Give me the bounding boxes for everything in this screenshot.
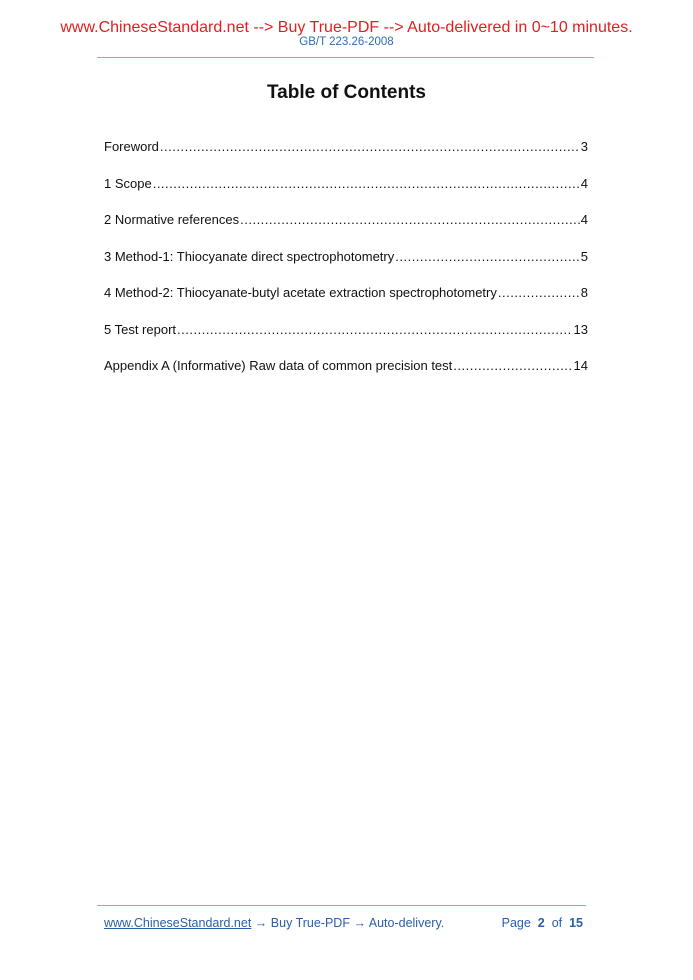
toc-entry-foreword[interactable] [104, 138, 588, 175]
total-pages-number: 15 [569, 916, 583, 930]
toc-entry-method-2[interactable] [104, 284, 588, 321]
toc-dot-leader [153, 175, 580, 193]
toc-entry-label: Appendix A (Informative) Raw data of common precision test [104, 358, 453, 373]
toc-entry-page: 14 [573, 358, 588, 373]
toc-entry-test-report[interactable] [104, 321, 588, 358]
header-divider [97, 57, 594, 58]
toc-dot-leader [395, 248, 580, 266]
page-indicator [502, 916, 583, 931]
toc-dot-leader [177, 321, 573, 339]
page-word: Page [501, 916, 531, 930]
toc-entry-label: 4 Method-2: Thiocyanate-butyl acetate extraction spectrophotometry [104, 285, 497, 300]
toc-entry-page: 8 [580, 285, 588, 300]
toc-dot-leader [160, 138, 580, 156]
arrow-right-icon: → [254, 916, 268, 930]
footer-buy-text: Buy True-PDF [270, 916, 350, 930]
toc-entry-page: 5 [580, 248, 588, 264]
toc-entry-page: 3 [580, 139, 588, 154]
toc-entry-label: 1 Scope [104, 175, 152, 191]
toc-list [104, 138, 588, 394]
footer-divider [97, 905, 586, 906]
toc-dot-leader [498, 284, 580, 302]
footer-promo [104, 916, 444, 931]
promo-banner[interactable]: www.ChineseStandard.net --> Buy True-PDF --> Auto-delivered in 0~10 minutes. [60, 19, 633, 36]
toc-entry-page: 4 [580, 175, 588, 191]
footer-delivery-text: Auto-delivery. [368, 916, 445, 930]
toc-entry-label: Foreword [104, 139, 159, 154]
arrow-right-icon: → [353, 916, 366, 930]
toc-entry-normative-references[interactable] [104, 211, 588, 248]
toc-entry-appendix-a[interactable] [104, 357, 588, 394]
of-word: of [551, 916, 563, 930]
current-page-number: 2 [537, 916, 545, 930]
footer-site-link[interactable]: www.ChineseStandard.net [104, 916, 252, 930]
toc-entry-method-1[interactable] [104, 248, 588, 285]
standard-code: GB/T 223.26-2008 [299, 36, 394, 48]
toc-dot-leader [453, 357, 572, 375]
toc-entry-page: 13 [573, 321, 588, 337]
toc-entry-label: 5 Test report [104, 321, 177, 337]
toc-dot-leader [240, 211, 580, 229]
toc-entry-scope[interactable] [104, 175, 588, 212]
toc-entry-label: 3 Method-1: Thiocyanate direct spectrophotometry [104, 248, 395, 264]
toc-entry-label: 2 Normative references [104, 212, 240, 227]
page-title: Table of Contents [266, 82, 427, 103]
toc-entry-page: 4 [580, 212, 588, 227]
